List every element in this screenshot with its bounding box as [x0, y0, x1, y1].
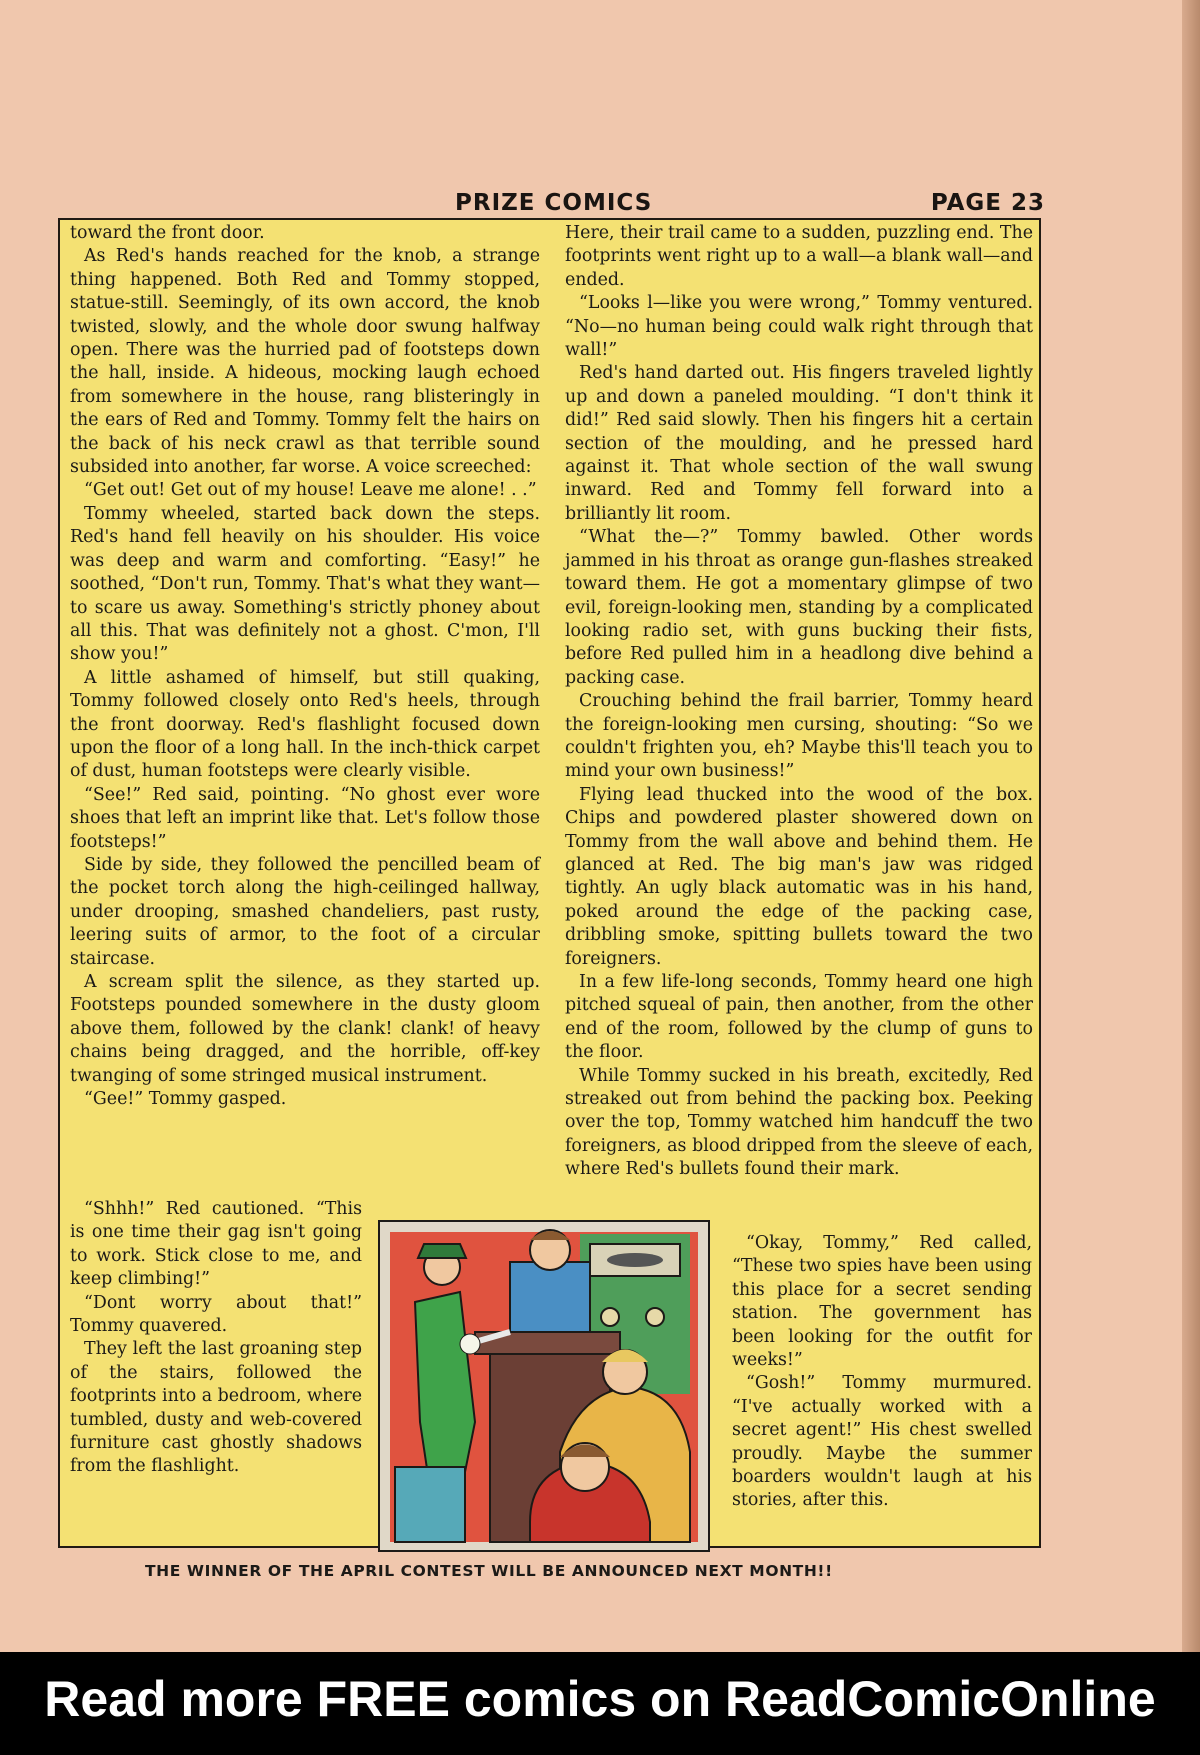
paragraph: “Gosh!” Tommy murmured. “I've actually worked with a secret agent!” His chest swelled proudly. Maybe the summer boarders wouldn't laugh at his stories, after this. [732, 1373, 1032, 1511]
paragraph: A scream split the silence, as they started up. Footsteps pounded somewhere in the dusty gloom above them, followed by the clank! clank! of heavy chains being dragged, and the horrible, off-key twanging of some stringed musical instrument. [70, 972, 540, 1086]
magazine-title: PRIZE COMICS [455, 190, 653, 216]
paragraph: “Get out! Get out of my house! Leave me alone! . .” [84, 480, 537, 501]
page-header [60, 190, 1045, 220]
paragraph: Side by side, they followed the pencilled beam of the pocket torch along the high-ceilinged hallway, under drooping, smashed chandeliers, past rusty, leering suits of armor, to the foot of a circular staircase. [70, 854, 540, 969]
paragraph: toward the front door. [70, 223, 265, 243]
paragraph: “Dont worry about that!” Tommy quavered. [70, 1292, 362, 1337]
text-column-left [70, 222, 540, 1111]
paragraph: Here, their trail came to a sudden, puzzling end. The footprints went right up to a wall—a blank wall—and ended. [565, 223, 1033, 290]
paragraph: “Looks l—like you were wrong,” Tommy ventured. “No—no human being could walk right through that wall!” [565, 293, 1033, 361]
page-edge [1182, 0, 1200, 1652]
paragraph: While Tommy sucked in his breath, excitedly, Red streaked out from behind the packing box. Peeking over the top, Tommy watched him handcuff the two foreigners, as blood dripped from the sleeve of each, where Red's bullets found their mark. [565, 1065, 1033, 1180]
paragraph: “What the—?” Tommy bawled. Other words jammed in his throat as orange gun-flashes streaked toward them. He got a momentary glimpse of two evil, foreign-looking men, standing by a complicated looking radio set, with guns bucking their fists, before Red pulled him in a headlong dive behind a packing case. [565, 527, 1033, 688]
text-column-left-lower [70, 1198, 362, 1479]
illustration-art [380, 1222, 708, 1550]
page-number: PAGE 23 [930, 190, 1045, 216]
paragraph: In a few life-long seconds, Tommy heard one high pitched squeal of pain, then another, from the other end of the room, followed by the clump of guns to the floor. [565, 972, 1033, 1063]
paragraph: “Okay, Tommy,” Red called, “These two spies have been using this place for a secret sending station. The government has been looking for the outfit for weeks!” [732, 1233, 1032, 1371]
paragraph: They left the last groaning step of the stairs, followed the footprints into a bedroom, where tumbled, dusty and web-covered furniture cast ghostly shadows from the flashlight. [70, 1339, 362, 1477]
paragraph: “See!” Red said, pointing. “No ghost ever wore shoes that left an imprint like that. Let's follow those footsteps!” [70, 784, 540, 852]
paragraph: As Red's hands reached for the knob, a strange thing happened. Both Red and Tommy stopped, statue-still. Seemingly, of its own accord, the knob twisted, slowly, and the whole door swung halfway open. There was the hurried pad of footsteps down the hall, inside. A hideous, mocking laugh echoed from somewhere in the house, rang blisteringly in the ears of Red and Tommy. Tommy felt the hairs on the back of his neck crawl as that terrible sound subsided into another, far worse. A voice screeched: [70, 246, 540, 478]
text-column-right [565, 222, 1033, 1182]
text-column-right-lower [732, 1232, 1032, 1513]
paragraph: A little ashamed of himself, but still quaking, Tommy followed closely onto Red's heels, through the front doorway. Red's flashlight focused down upon the floor of a long hall. In the inch-thick carpet of dust, human footsteps were clearly visible. [70, 667, 540, 782]
paragraph: Flying lead thucked into the wood of the box. Chips and powdered plaster showered down on Tommy from the wall above and behind them. He glanced at Red. The big man's jaw was ridged tightly. An ugly black automatic was in his hand, poked around the edge of the packing case, dribbling smoke, spitting bullets toward the two foreigners. [565, 784, 1033, 969]
contest-note: THE WINNER OF THE APRIL CONTEST WILL BE ANNOUNCED NEXT MONTH!! [145, 1562, 833, 1580]
comic-illustration [378, 1220, 710, 1552]
story-text-panel [58, 218, 1041, 1548]
paragraph: Red's hand darted out. His fingers traveled lightly up and down a paneled moulding. “I don't think it did!” Red said slowly. Then his fingers hit a certain section of the moulding, and he pressed hard against it. That whole section of the wall swung inward. Red and Tommy fell forward into a brilliantly lit room. [565, 363, 1033, 524]
paragraph: “Gee!” Tommy gasped. [84, 1089, 287, 1110]
paragraph: Tommy wheeled, started back down the steps. Red's hand fell heavily on his shoulder. His voice was deep and warm and comforting. “Easy!” he soothed, “Don't run, Tommy. That's what they want—to scare us away. Something's strictly phoney about all this. That was definitely not a ghost. C'mon, I'll show you!” [70, 503, 540, 665]
promo-banner-text[interactable]: Read more FREE comics on ReadComicOnline [44, 1671, 1156, 1727]
promo-banner[interactable] [0, 1652, 1200, 1755]
paragraph: Crouching behind the frail barrier, Tommy heard the foreign-looking men cursing, shouting: “So we couldn't frighten you, eh? Maybe this'll teach you to mind your own business!” [565, 691, 1033, 782]
paragraph: “Shhh!” Red cautioned. “This is one time their gag isn't going to work. Stick close to me, and keep climbing!” [70, 1199, 362, 1290]
